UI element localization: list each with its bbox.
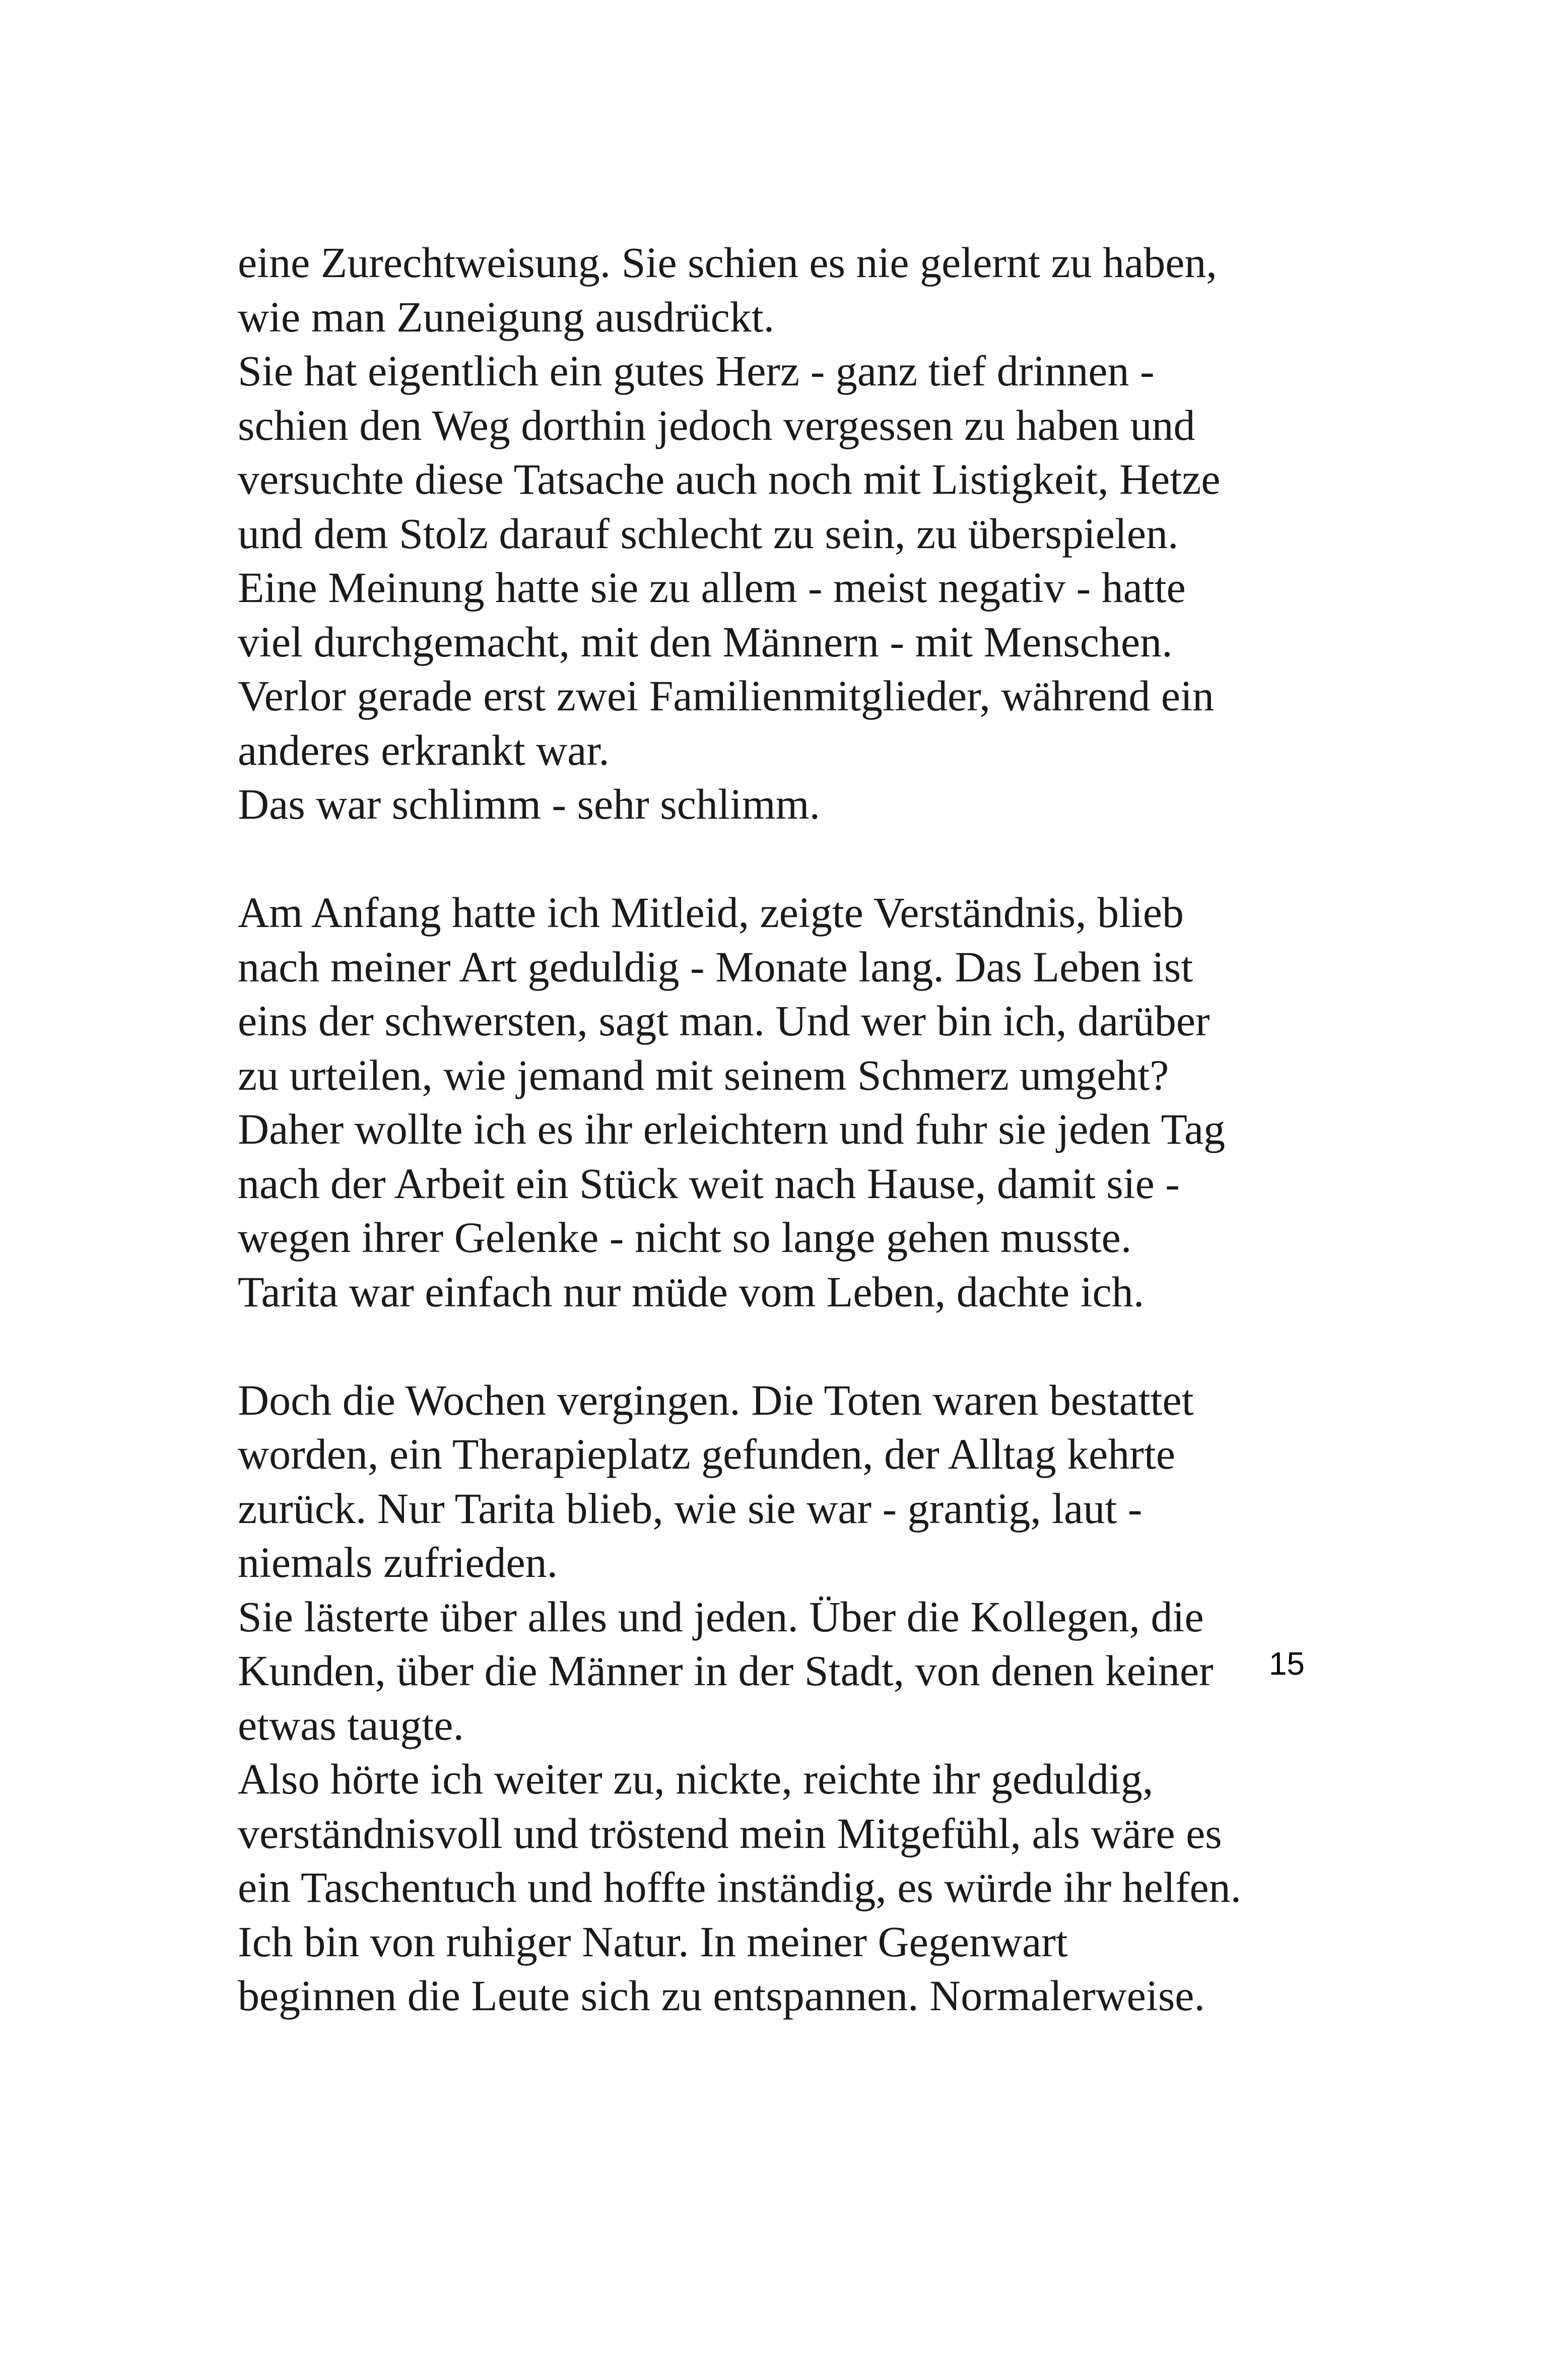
text-line: Das war schlimm - sehr schlimm. [238, 780, 821, 828]
paragraph-gap [238, 1319, 1366, 1373]
page-number: 15 [1268, 1645, 1305, 1682]
text-line: Also hörte ich weiter zu, nickte, reichte ihr geduldig, [238, 1755, 1154, 1803]
text-line: wie man Zuneigung ausdrückt. [238, 292, 775, 341]
paragraph-1 [238, 236, 1366, 832]
text-line: anderes erkrankt war. [238, 725, 610, 774]
paragraph-gap [238, 832, 1366, 886]
text-line: eine Zurechtweisung. Sie schien es nie gelernt zu haben, [238, 238, 1217, 287]
text-line: Tarita war einfach nur müde vom Leben, dachte ich. [238, 1267, 1145, 1316]
text-line: verständnisvoll und tröstend mein Mitgefühl, als wäre es [238, 1809, 1222, 1858]
text-line: Am Anfang hatte ich Mitleid, zeigte Verständnis, blieb [238, 888, 1184, 937]
text-line: worden, ein Therapieplatz gefunden, der Alltag kehrte [238, 1430, 1176, 1478]
text-line: Daher wollte ich es ihr erleichtern und fuhr sie jeden Tag [238, 1105, 1226, 1153]
paragraph-3 [238, 1373, 1366, 2023]
paragraph-2 [238, 886, 1366, 1319]
text-line: nach meiner Art geduldig - Monate lang. Das Leben ist [238, 942, 1193, 991]
text-line: Sie hat eigentlich ein gutes Herz - ganz tief drinnen - [238, 347, 1155, 395]
text-line: viel durchgemacht, mit den Männern - mit Menschen. [238, 617, 1173, 666]
text-line: Ich bin von ruhiger Natur. In meiner Gegenwart [238, 1917, 1068, 1966]
text-line: schien den Weg dorthin jedoch vergessen zu haben und [238, 401, 1195, 449]
text-line: eins der schwersten, sagt man. Und wer bin ich, darüber [238, 997, 1210, 1045]
text-line: ein Taschentuch und hoffte inständig, es würde ihr helfen. [238, 1863, 1242, 1911]
text-line: zurück. Nur Tarita blieb, wie sie war - grantig, laut - [238, 1484, 1142, 1533]
text-line: Kunden, über die Männer in der Stadt, von denen keiner [238, 1646, 1214, 1695]
text-line: Doch die Wochen vergingen. Die Toten waren bestattet [238, 1375, 1194, 1424]
text-line: niemals zufrieden. [238, 1538, 558, 1586]
text-line: etwas taugte. [238, 1700, 464, 1749]
text-line: und dem Stolz darauf schlecht zu sein, zu überspielen. [238, 509, 1179, 558]
body-text [238, 236, 1366, 2023]
text-line: nach der Arbeit ein Stück weit nach Hause, damit sie - [238, 1159, 1180, 1208]
text-line: zu urteilen, wie jemand mit seinem Schmerz umgeht? [238, 1050, 1169, 1099]
text-line: versuchte diese Tatsache auch noch mit Listigkeit, Hetze [238, 455, 1221, 503]
text-line: beginnen die Leute sich zu entspannen. Normalerweise. [238, 1971, 1205, 2020]
text-line: Eine Meinung hatte sie zu allem - meist negativ - hatte [238, 563, 1186, 612]
text-line: wegen ihrer Gelenke - nicht so lange gehen musste. [238, 1213, 1132, 1262]
text-line: Sie lästerte über alles und jeden. Über die Kollegen, die [238, 1592, 1204, 1641]
text-line: Verlor gerade erst zwei Familienmitglieder, während ein [238, 672, 1214, 720]
